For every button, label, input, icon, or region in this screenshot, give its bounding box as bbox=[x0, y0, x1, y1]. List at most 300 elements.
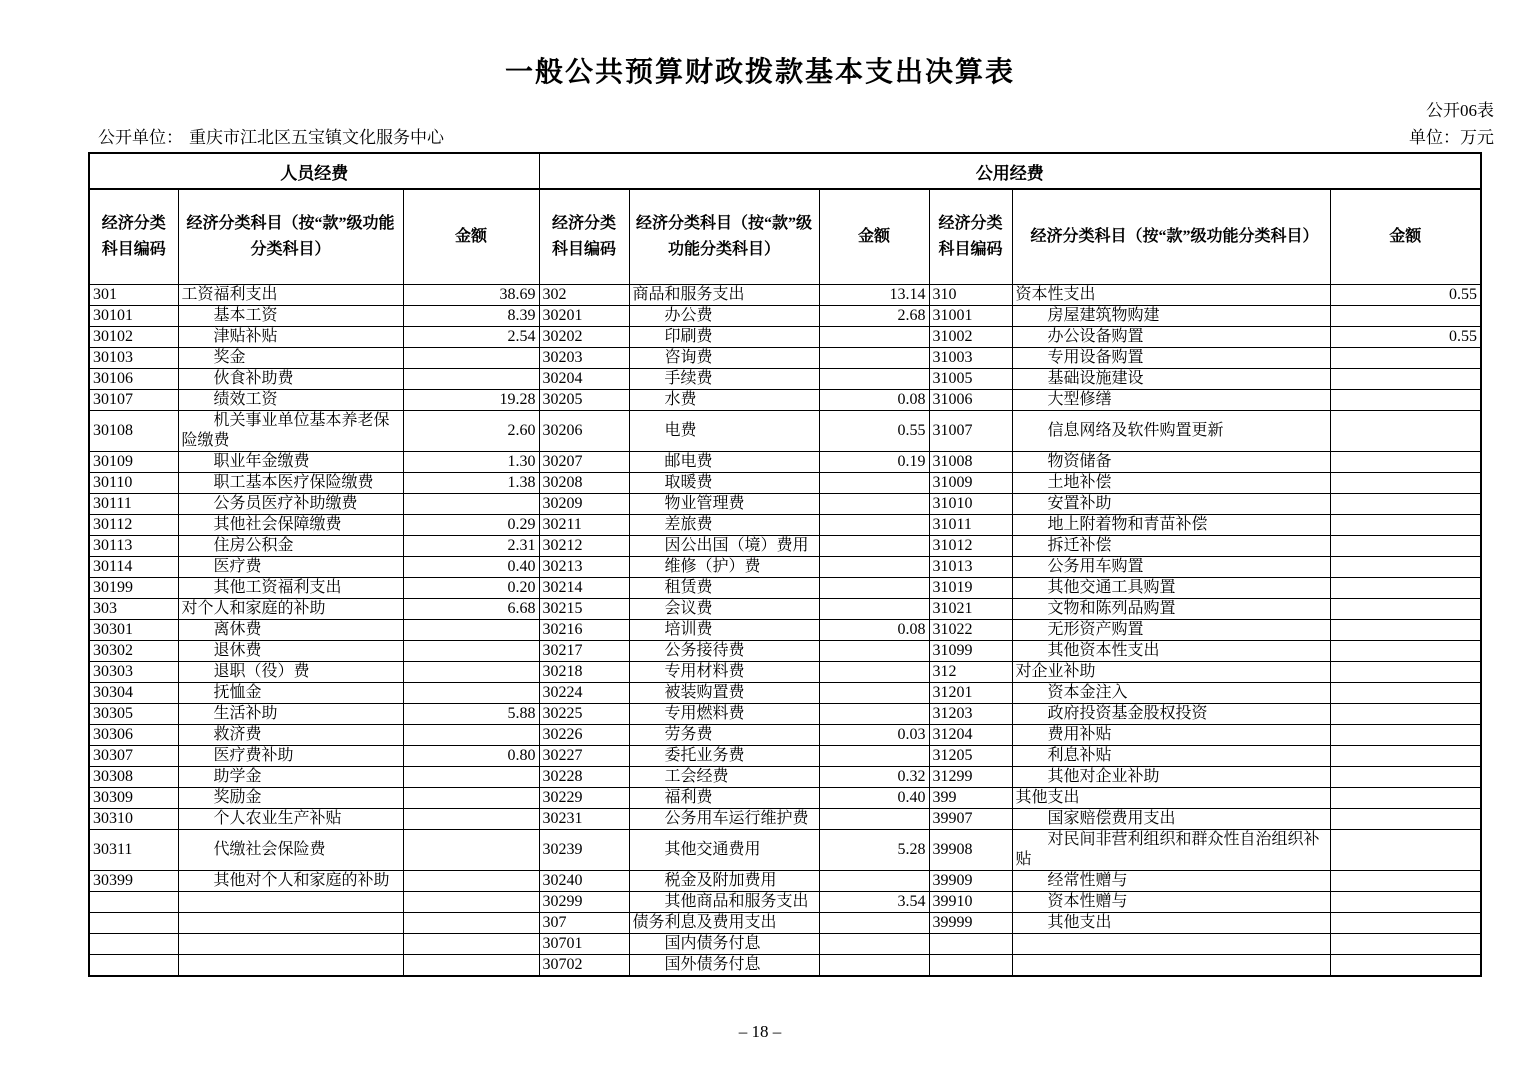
cell-code: 31008 bbox=[929, 452, 1012, 473]
cell-name: 因公出国（境）费用 bbox=[629, 536, 819, 557]
cell-code: 30301 bbox=[89, 620, 178, 641]
cell-amount bbox=[1330, 494, 1481, 515]
cell-name bbox=[178, 934, 403, 955]
cell-name: 其他对个人和家庭的补助 bbox=[178, 871, 403, 892]
cell-name: 其他交通工具购置 bbox=[1012, 578, 1330, 599]
cell-code: 30214 bbox=[539, 578, 629, 599]
cell-amount: 0.19 bbox=[819, 452, 929, 473]
cell-name: 奖金 bbox=[178, 348, 403, 369]
cell-amount bbox=[819, 473, 929, 494]
cell-code: 30215 bbox=[539, 599, 629, 620]
cell-code: 31005 bbox=[929, 369, 1012, 390]
cell-code: 30103 bbox=[89, 348, 178, 369]
cell-amount bbox=[1330, 641, 1481, 662]
cell-code: 30231 bbox=[539, 809, 629, 830]
cell-code: 30207 bbox=[539, 452, 629, 473]
col-header-code: 经济分类科目编码 bbox=[89, 189, 178, 285]
cell-amount bbox=[403, 788, 539, 809]
table-row bbox=[89, 494, 1481, 515]
cell-amount bbox=[819, 494, 929, 515]
cell-code: 39909 bbox=[929, 871, 1012, 892]
cell-name: 代缴社会保险费 bbox=[178, 830, 403, 871]
cell-name: 咨询费 bbox=[629, 348, 819, 369]
cell-amount bbox=[1330, 473, 1481, 494]
cell-name: 专用设备购置 bbox=[1012, 348, 1330, 369]
cell-name: 助学金 bbox=[178, 767, 403, 788]
cell-code: 30199 bbox=[89, 578, 178, 599]
cell-code: 39999 bbox=[929, 913, 1012, 934]
cell-amount: 0.29 bbox=[403, 515, 539, 536]
cell-amount bbox=[819, 955, 929, 977]
cell-code: 31011 bbox=[929, 515, 1012, 536]
table-row bbox=[89, 285, 1481, 306]
cell-amount: 2.54 bbox=[403, 327, 539, 348]
cell-code: 30110 bbox=[89, 473, 178, 494]
col-header-amount: 金额 bbox=[1330, 189, 1481, 285]
cell-code: 307 bbox=[539, 913, 629, 934]
money-unit-note: 单位：万元 bbox=[1409, 128, 1494, 147]
cell-code: 30204 bbox=[539, 369, 629, 390]
table-row bbox=[89, 599, 1481, 620]
cell-name: 办公费 bbox=[629, 306, 819, 327]
table-row bbox=[89, 578, 1481, 599]
cell-name: 维修（护）费 bbox=[629, 557, 819, 578]
cell-code: 399 bbox=[929, 788, 1012, 809]
cell-amount: 2.60 bbox=[403, 411, 539, 452]
cell-amount: 1.30 bbox=[403, 452, 539, 473]
cell-name: 房屋建筑物购建 bbox=[1012, 306, 1330, 327]
table-row bbox=[89, 746, 1481, 767]
table-row bbox=[89, 934, 1481, 955]
cell-name: 其他交通费用 bbox=[629, 830, 819, 871]
publisher-name: 重庆市江北区五宝镇文化服务中心 bbox=[189, 128, 444, 147]
cell-code: 30311 bbox=[89, 830, 178, 871]
cell-amount bbox=[1330, 306, 1481, 327]
cell-name: 资本性支出 bbox=[1012, 285, 1330, 306]
table-row bbox=[89, 767, 1481, 788]
cell-name: 取暖费 bbox=[629, 473, 819, 494]
cell-amount bbox=[1330, 578, 1481, 599]
cell-code: 30114 bbox=[89, 557, 178, 578]
cell-code: 31299 bbox=[929, 767, 1012, 788]
cell-name: 劳务费 bbox=[629, 725, 819, 746]
cell-code: 30227 bbox=[539, 746, 629, 767]
col-header-code: 经济分类科目编码 bbox=[929, 189, 1012, 285]
cell-code: 31013 bbox=[929, 557, 1012, 578]
cell-amount: 0.20 bbox=[403, 578, 539, 599]
cell-name: 政府投资基金股权投资 bbox=[1012, 704, 1330, 725]
cell-amount bbox=[1330, 557, 1481, 578]
cell-name: 对企业补助 bbox=[1012, 662, 1330, 683]
cell-amount bbox=[403, 892, 539, 913]
cell-amount: 6.68 bbox=[403, 599, 539, 620]
cell-code: 31204 bbox=[929, 725, 1012, 746]
cell-code: 31201 bbox=[929, 683, 1012, 704]
cell-code: 30308 bbox=[89, 767, 178, 788]
cell-name: 费用补贴 bbox=[1012, 725, 1330, 746]
cell-code: 303 bbox=[89, 599, 178, 620]
cell-name: 国家赔偿费用支出 bbox=[1012, 809, 1330, 830]
cell-name: 商品和服务支出 bbox=[629, 285, 819, 306]
cell-code: 31019 bbox=[929, 578, 1012, 599]
cell-name: 福利费 bbox=[629, 788, 819, 809]
cell-amount bbox=[1330, 662, 1481, 683]
cell-amount: 0.80 bbox=[403, 746, 539, 767]
cell-name bbox=[178, 892, 403, 913]
cell-name: 培训费 bbox=[629, 620, 819, 641]
cell-name: 物业管理费 bbox=[629, 494, 819, 515]
cell-amount bbox=[1330, 599, 1481, 620]
table-row bbox=[89, 704, 1481, 725]
cell-code: 30303 bbox=[89, 662, 178, 683]
cell-amount bbox=[403, 494, 539, 515]
cell-name: 办公设备购置 bbox=[1012, 327, 1330, 348]
cell-name: 水费 bbox=[629, 390, 819, 411]
cell-name: 职业年金缴费 bbox=[178, 452, 403, 473]
col-header-amount: 金额 bbox=[403, 189, 539, 285]
cell-amount bbox=[1330, 892, 1481, 913]
cell-code: 310 bbox=[929, 285, 1012, 306]
cell-name: 物资储备 bbox=[1012, 452, 1330, 473]
cell-code bbox=[89, 913, 178, 934]
table-row bbox=[89, 830, 1481, 871]
cell-amount bbox=[1330, 955, 1481, 977]
cell-code: 302 bbox=[539, 285, 629, 306]
cell-name: 专用燃料费 bbox=[629, 704, 819, 725]
cell-name: 公务接待费 bbox=[629, 641, 819, 662]
table-row bbox=[89, 725, 1481, 746]
cell-amount bbox=[819, 809, 929, 830]
cell-amount bbox=[819, 578, 929, 599]
table-row bbox=[89, 306, 1481, 327]
cell-name: 工会经费 bbox=[629, 767, 819, 788]
cell-code: 30218 bbox=[539, 662, 629, 683]
cell-code: 30108 bbox=[89, 411, 178, 452]
table-row bbox=[89, 536, 1481, 557]
cell-amount bbox=[403, 662, 539, 683]
cell-amount: 0.32 bbox=[819, 767, 929, 788]
cell-amount: 0.03 bbox=[819, 725, 929, 746]
cell-code: 30212 bbox=[539, 536, 629, 557]
cell-name: 退休费 bbox=[178, 641, 403, 662]
cell-name: 基础设施建设 bbox=[1012, 369, 1330, 390]
cell-amount bbox=[403, 830, 539, 871]
cell-code: 31001 bbox=[929, 306, 1012, 327]
cell-amount: 13.14 bbox=[819, 285, 929, 306]
column-header-row bbox=[89, 189, 1481, 285]
cell-name: 租赁费 bbox=[629, 578, 819, 599]
cell-amount: 0.55 bbox=[1330, 285, 1481, 306]
table-row bbox=[89, 348, 1481, 369]
cell-amount bbox=[1330, 809, 1481, 830]
cell-amount bbox=[1330, 536, 1481, 557]
cell-name bbox=[1012, 955, 1330, 977]
cell-name: 工资福利支出 bbox=[178, 285, 403, 306]
cell-amount bbox=[403, 809, 539, 830]
cell-amount bbox=[819, 536, 929, 557]
publisher-line bbox=[98, 123, 444, 148]
cell-code bbox=[89, 934, 178, 955]
cell-name: 委托业务费 bbox=[629, 746, 819, 767]
cell-code: 39908 bbox=[929, 830, 1012, 871]
cell-amount bbox=[1330, 620, 1481, 641]
table-body bbox=[89, 285, 1481, 977]
cell-code: 31203 bbox=[929, 704, 1012, 725]
cell-amount bbox=[819, 934, 929, 955]
cell-code: 30306 bbox=[89, 725, 178, 746]
cell-code: 30240 bbox=[539, 871, 629, 892]
cell-code: 31010 bbox=[929, 494, 1012, 515]
cell-name: 其他商品和服务支出 bbox=[629, 892, 819, 913]
cell-code: 30224 bbox=[539, 683, 629, 704]
cell-amount: 5.88 bbox=[403, 704, 539, 725]
cell-name: 其他对企业补助 bbox=[1012, 767, 1330, 788]
col-header-subject: 经济分类科目（按“款”级功能分类科目） bbox=[178, 189, 403, 285]
table-row bbox=[89, 809, 1481, 830]
cell-name: 无形资产购置 bbox=[1012, 620, 1330, 641]
cell-name: 奖励金 bbox=[178, 788, 403, 809]
table-row bbox=[89, 913, 1481, 934]
cell-amount bbox=[403, 934, 539, 955]
cell-code: 30310 bbox=[89, 809, 178, 830]
cell-code: 31006 bbox=[929, 390, 1012, 411]
cell-name: 拆迁补偿 bbox=[1012, 536, 1330, 557]
cell-code: 30305 bbox=[89, 704, 178, 725]
table-row bbox=[89, 620, 1481, 641]
publisher-label: 公开单位： bbox=[98, 128, 183, 147]
cell-code: 31009 bbox=[929, 473, 1012, 494]
cell-amount bbox=[819, 599, 929, 620]
table-row bbox=[89, 557, 1481, 578]
cell-amount bbox=[1330, 934, 1481, 955]
cell-code: 30113 bbox=[89, 536, 178, 557]
group-header-public: 公用经费 bbox=[539, 153, 1481, 189]
table-row bbox=[89, 411, 1481, 452]
cell-name: 地上附着物和青苗补偿 bbox=[1012, 515, 1330, 536]
cell-code: 30208 bbox=[539, 473, 629, 494]
table-row bbox=[89, 955, 1481, 977]
cell-code: 31012 bbox=[929, 536, 1012, 557]
table-row bbox=[89, 871, 1481, 892]
cell-name: 电费 bbox=[629, 411, 819, 452]
cell-name: 债务利息及费用支出 bbox=[629, 913, 819, 934]
cell-name: 津贴补贴 bbox=[178, 327, 403, 348]
col-header-subject: 经济分类科目（按“款”级功能分类科目） bbox=[629, 189, 819, 285]
cell-code: 30206 bbox=[539, 411, 629, 452]
cell-code: 30202 bbox=[539, 327, 629, 348]
cell-amount bbox=[819, 369, 929, 390]
cell-name: 绩效工资 bbox=[178, 390, 403, 411]
table-row bbox=[89, 515, 1481, 536]
cell-name: 医疗费补助 bbox=[178, 746, 403, 767]
cell-amount bbox=[819, 327, 929, 348]
cell-amount: 2.68 bbox=[819, 306, 929, 327]
cell-name: 国外债务付息 bbox=[629, 955, 819, 977]
cell-name: 信息网络及软件购置更新 bbox=[1012, 411, 1330, 452]
cell-code: 30229 bbox=[539, 788, 629, 809]
cell-name: 其他支出 bbox=[1012, 788, 1330, 809]
cell-code: 30209 bbox=[539, 494, 629, 515]
table-row bbox=[89, 788, 1481, 809]
cell-name: 生活补助 bbox=[178, 704, 403, 725]
table-row bbox=[89, 662, 1481, 683]
cell-code: 31205 bbox=[929, 746, 1012, 767]
cell-code: 30107 bbox=[89, 390, 178, 411]
cell-code: 30216 bbox=[539, 620, 629, 641]
cell-name: 公务用车运行维护费 bbox=[629, 809, 819, 830]
cell-name: 手续费 bbox=[629, 369, 819, 390]
cell-amount: 0.40 bbox=[819, 788, 929, 809]
cell-code: 30702 bbox=[539, 955, 629, 977]
cell-name: 离休费 bbox=[178, 620, 403, 641]
cell-code bbox=[89, 955, 178, 977]
cell-amount bbox=[1330, 704, 1481, 725]
cell-name: 会议费 bbox=[629, 599, 819, 620]
cell-amount: 0.08 bbox=[819, 620, 929, 641]
cell-name: 安置补助 bbox=[1012, 494, 1330, 515]
cell-name: 对个人和家庭的补助 bbox=[178, 599, 403, 620]
cell-name bbox=[178, 955, 403, 977]
cell-code: 31002 bbox=[929, 327, 1012, 348]
cell-code: 30299 bbox=[539, 892, 629, 913]
cell-amount bbox=[1330, 348, 1481, 369]
cell-amount bbox=[819, 641, 929, 662]
cell-name: 其他支出 bbox=[1012, 913, 1330, 934]
cell-code: 30225 bbox=[539, 704, 629, 725]
page-title: 一般公共预算财政拨款基本支出决算表 bbox=[504, 57, 1015, 88]
cell-amount bbox=[819, 515, 929, 536]
cell-name: 基本工资 bbox=[178, 306, 403, 327]
cell-amount bbox=[403, 725, 539, 746]
cell-code: 30226 bbox=[539, 725, 629, 746]
cell-code: 31007 bbox=[929, 411, 1012, 452]
cell-code: 31022 bbox=[929, 620, 1012, 641]
cell-amount bbox=[819, 683, 929, 704]
cell-code: 30701 bbox=[539, 934, 629, 955]
group-header-row bbox=[89, 153, 1481, 189]
cell-amount: 19.28 bbox=[403, 390, 539, 411]
cell-code: 30307 bbox=[89, 746, 178, 767]
cell-amount bbox=[1330, 767, 1481, 788]
cell-code: 30101 bbox=[89, 306, 178, 327]
table-row bbox=[89, 892, 1481, 913]
cell-name: 其他社会保障缴费 bbox=[178, 515, 403, 536]
cell-amount bbox=[1330, 788, 1481, 809]
cell-amount bbox=[403, 871, 539, 892]
cell-code: 39910 bbox=[929, 892, 1012, 913]
cell-amount bbox=[1330, 411, 1481, 452]
cell-amount bbox=[1330, 452, 1481, 473]
cell-code: 30201 bbox=[539, 306, 629, 327]
cell-name: 资本性赠与 bbox=[1012, 892, 1330, 913]
cell-name: 公务用车购置 bbox=[1012, 557, 1330, 578]
cell-code: 301 bbox=[89, 285, 178, 306]
cell-amount bbox=[1330, 369, 1481, 390]
cell-amount bbox=[403, 369, 539, 390]
cell-name: 个人农业生产补贴 bbox=[178, 809, 403, 830]
cell-code: 30203 bbox=[539, 348, 629, 369]
cell-amount: 0.55 bbox=[1330, 327, 1481, 348]
cell-code: 30106 bbox=[89, 369, 178, 390]
table-row bbox=[89, 473, 1481, 494]
cell-code: 30205 bbox=[539, 390, 629, 411]
cell-name: 国内债务付息 bbox=[629, 934, 819, 955]
page-number: – 18 – bbox=[738, 1022, 782, 1041]
cell-name: 专用材料费 bbox=[629, 662, 819, 683]
cell-name: 伙食补助费 bbox=[178, 369, 403, 390]
cell-amount: 5.28 bbox=[819, 830, 929, 871]
cell-amount bbox=[819, 913, 929, 934]
budget-table bbox=[88, 152, 1482, 977]
cell-amount bbox=[1330, 871, 1481, 892]
table-row bbox=[89, 390, 1481, 411]
cell-name: 文物和陈列品购置 bbox=[1012, 599, 1330, 620]
col-header-subject: 经济分类科目（按“款”级功能分类科目） bbox=[1012, 189, 1330, 285]
cell-amount: 2.31 bbox=[403, 536, 539, 557]
cell-amount bbox=[1330, 913, 1481, 934]
cell-amount bbox=[403, 683, 539, 704]
cell-amount bbox=[819, 557, 929, 578]
cell-code: 31003 bbox=[929, 348, 1012, 369]
cell-amount bbox=[1330, 683, 1481, 704]
cell-amount bbox=[403, 913, 539, 934]
cell-code bbox=[929, 934, 1012, 955]
cell-amount bbox=[819, 662, 929, 683]
cell-amount bbox=[1330, 746, 1481, 767]
cell-code: 30211 bbox=[539, 515, 629, 536]
table-row bbox=[89, 327, 1481, 348]
cell-name: 被装购置费 bbox=[629, 683, 819, 704]
cell-amount bbox=[819, 746, 929, 767]
cell-code: 30302 bbox=[89, 641, 178, 662]
cell-amount bbox=[1330, 390, 1481, 411]
cell-amount: 0.40 bbox=[403, 557, 539, 578]
cell-name: 利息补贴 bbox=[1012, 746, 1330, 767]
cell-code: 30213 bbox=[539, 557, 629, 578]
table-row bbox=[89, 683, 1481, 704]
cell-code: 30112 bbox=[89, 515, 178, 536]
cell-amount bbox=[403, 955, 539, 977]
cell-amount bbox=[403, 348, 539, 369]
cell-code: 30217 bbox=[539, 641, 629, 662]
cell-amount bbox=[403, 767, 539, 788]
cell-name: 救济费 bbox=[178, 725, 403, 746]
table-number: 公开06表 bbox=[1426, 101, 1494, 120]
cell-code: 30304 bbox=[89, 683, 178, 704]
col-header-code: 经济分类科目编码 bbox=[539, 189, 629, 285]
cell-amount: 38.69 bbox=[403, 285, 539, 306]
cell-code: 30309 bbox=[89, 788, 178, 809]
cell-amount: 3.54 bbox=[819, 892, 929, 913]
col-header-amount: 金额 bbox=[819, 189, 929, 285]
cell-name: 土地补偿 bbox=[1012, 473, 1330, 494]
cell-name: 住房公积金 bbox=[178, 536, 403, 557]
cell-code: 30109 bbox=[89, 452, 178, 473]
cell-code: 39907 bbox=[929, 809, 1012, 830]
cell-name: 印刷费 bbox=[629, 327, 819, 348]
cell-amount bbox=[1330, 830, 1481, 871]
cell-name: 职工基本医疗保险缴费 bbox=[178, 473, 403, 494]
cell-name: 医疗费 bbox=[178, 557, 403, 578]
cell-name: 退职（役）费 bbox=[178, 662, 403, 683]
cell-name: 经常性赠与 bbox=[1012, 871, 1330, 892]
table-row bbox=[89, 369, 1481, 390]
cell-name: 公务员医疗补助缴费 bbox=[178, 494, 403, 515]
cell-name: 差旅费 bbox=[629, 515, 819, 536]
cell-name: 抚恤金 bbox=[178, 683, 403, 704]
cell-amount bbox=[819, 871, 929, 892]
cell-amount bbox=[403, 641, 539, 662]
